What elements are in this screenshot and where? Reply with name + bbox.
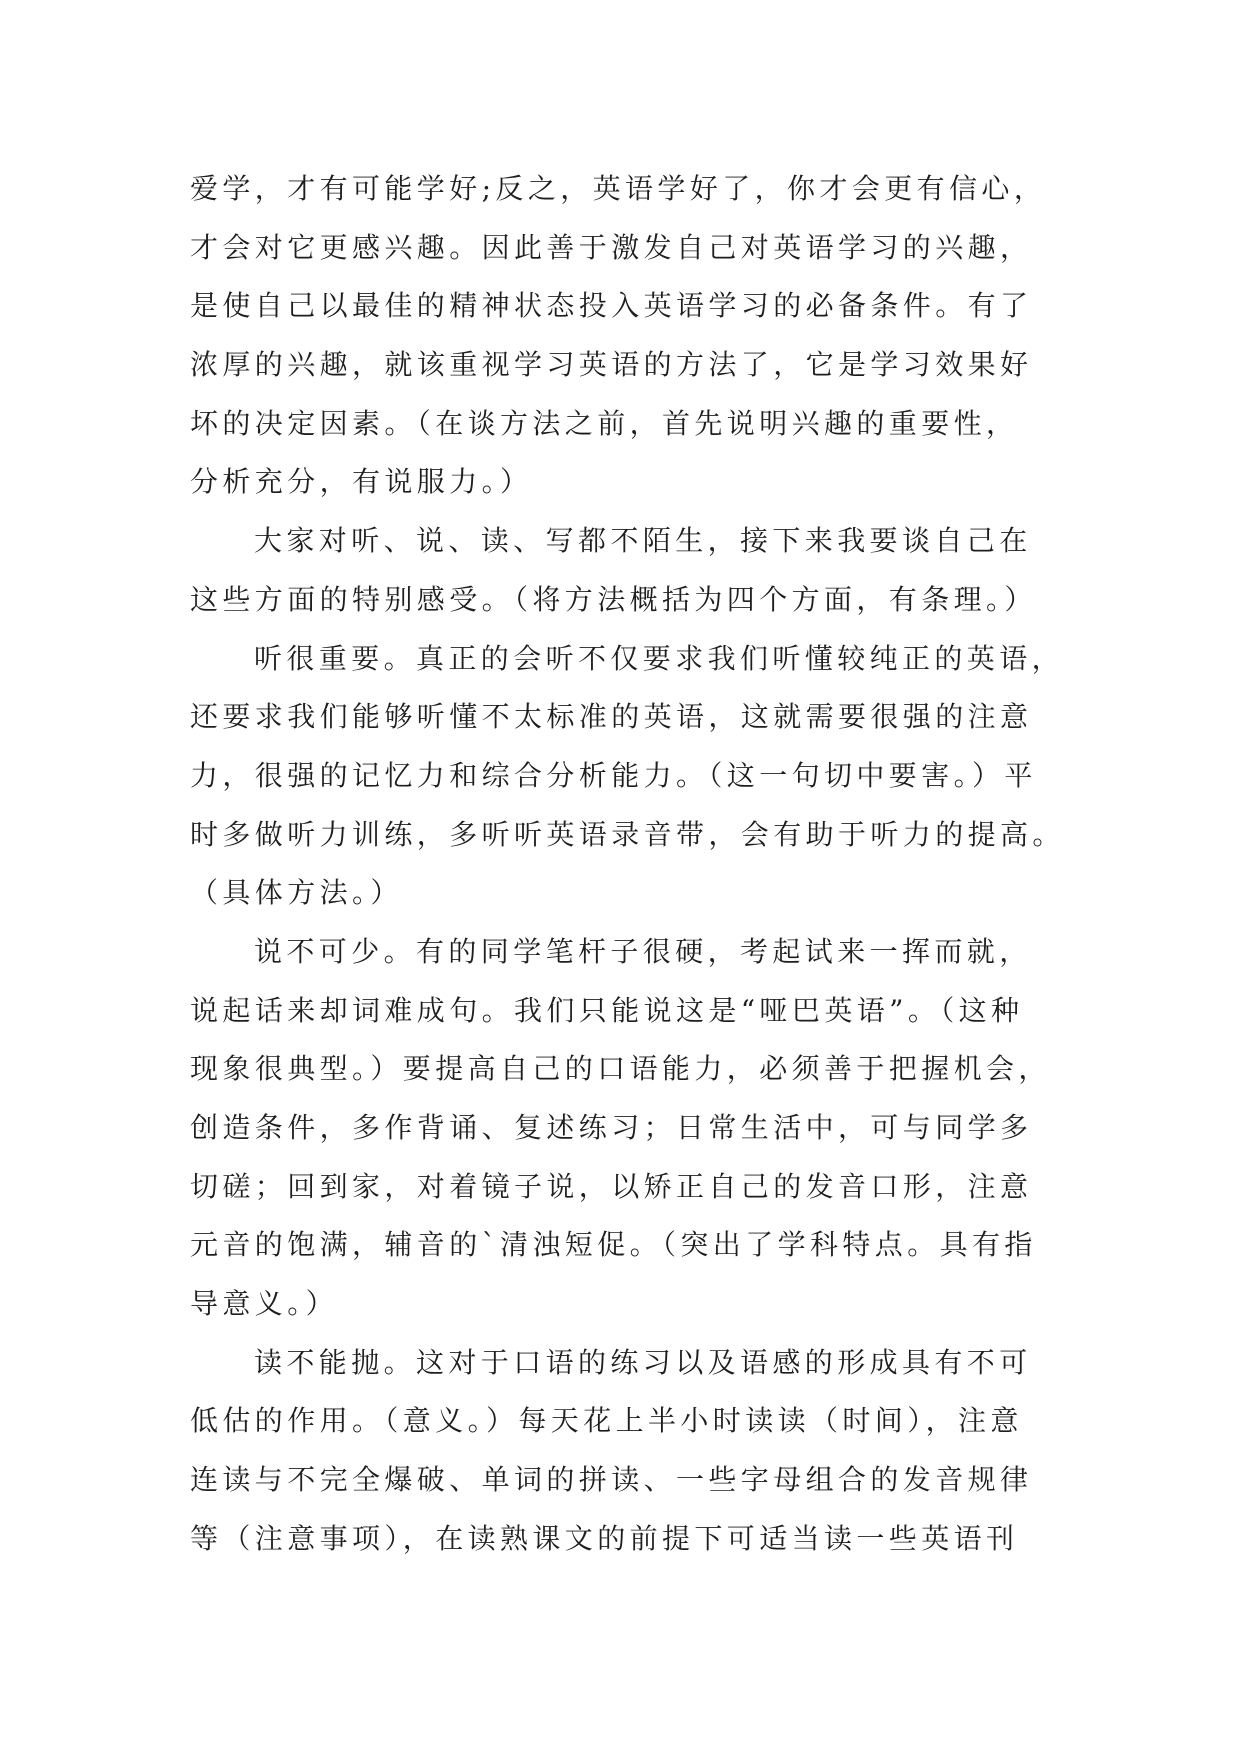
text-line: 连读与不完全爆破、单词的拼读、一些字母组合的发音规律 — [190, 1463, 1033, 1497]
text-line: 是使自己以最佳的精神状态投入英语学习的必备条件。有了 — [190, 289, 1033, 323]
paragraph-first-line: 说不可少。有的同学笔杆子很硬，考起试来一挥而就， — [254, 934, 1032, 968]
paragraph-first-line: 听很重要。真正的会听不仅要求我们听懂较纯正的英语， — [254, 641, 1065, 675]
paragraph-first-line: 读不能抛。这对于口语的练习以及语感的形成具有不可 — [254, 1345, 1032, 1379]
text-line: 坏的决定因素。（在谈方法之前，首先说明兴趣的重要性， — [190, 406, 1019, 440]
text-line: 导意义。） — [190, 1287, 339, 1321]
text-line: 力，很强的记忆力和综合分析能力。（这一句切中要害。）平 — [190, 758, 1037, 792]
text-line: 低估的作用。（意义。）每天花上半小时读读（时间），注意 — [190, 1404, 1023, 1438]
text-line: 元音的饱满，辅音的`清浊短促。（突出了学科特点。具有指 — [190, 1228, 1037, 1262]
text-line: 才会对它更感兴趣。因此善于激发自己对英语学习的兴趣， — [190, 230, 1033, 264]
text-line: 切磋；回到家，对着镜子说，以矫正自己的发音口形，注意 — [190, 1169, 1033, 1203]
text-line: 创造条件，多作背诵、复述练习；日常生活中，可与同学多 — [190, 1111, 1033, 1144]
text-line: 爱学，才有可能学好;反之，英语学好了，你才会更有信心， — [190, 172, 1047, 205]
paragraph-first-line: 大家对听、说、读、写都不陌生，接下来我要谈自己在 — [254, 524, 1032, 558]
text-line: 还要求我们能够听懂不太标准的英语，这就需要很强的注意 — [190, 700, 1033, 734]
text-line: （具体方法。） — [190, 876, 403, 910]
text-line: 说起话来却词难成句。我们只能说这是“哑巴英语”。（这种 — [190, 993, 1024, 1027]
text-line: 浓厚的兴趣，就该重视学习英语的方法了，它是学习效果好 — [190, 348, 1033, 382]
document-body — [190, 160, 1090, 1569]
text-line: 分析充分，有说服力。） — [190, 465, 533, 499]
text-line: 等（注意事项），在读熟课文的前提下可适当读一些英语刊 — [190, 1521, 1019, 1555]
text-line: 这些方面的特别感受。（将方法概括为四个方面，有条理。） — [190, 582, 1037, 616]
text-line: 现象很典型。）要提高自己的口语能力，必须善于把握机会， — [190, 1052, 1051, 1086]
text-line: 时多做听力训练，多听听英语录音带，会有助于听力的提高。 — [190, 817, 1065, 851]
